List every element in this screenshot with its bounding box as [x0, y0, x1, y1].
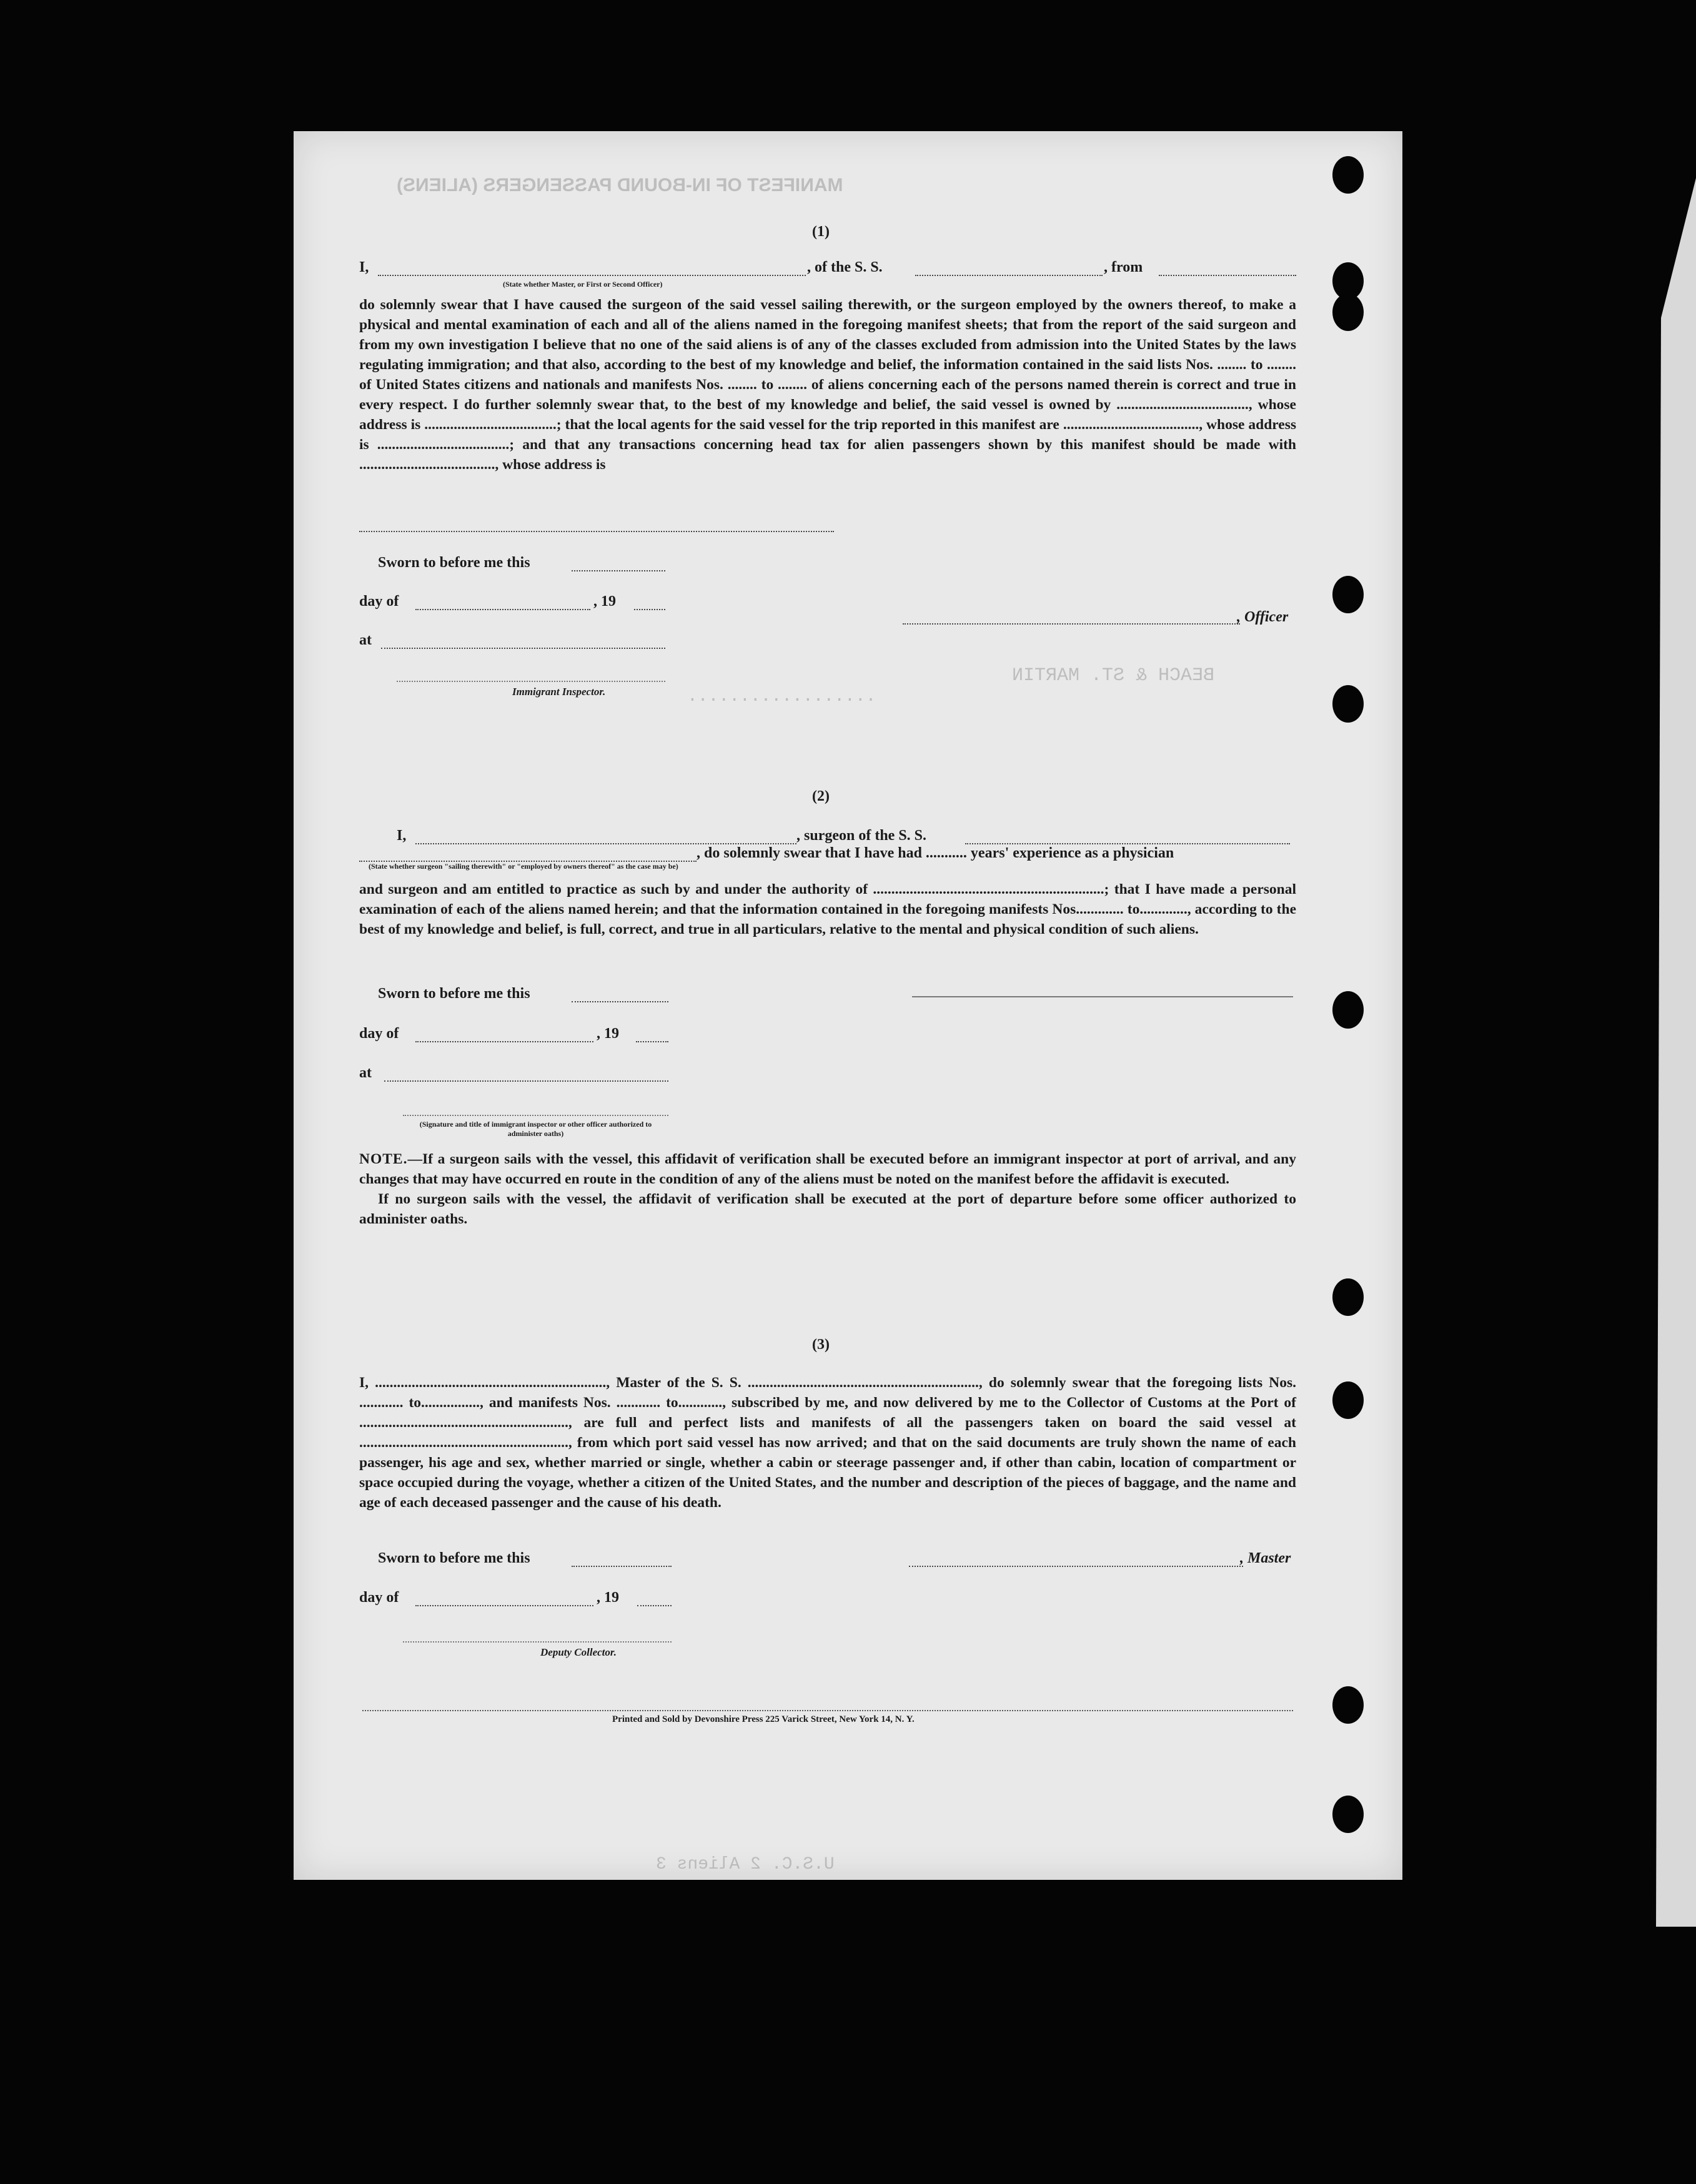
s2-surgeon-field [415, 831, 796, 844]
s1-officer-field [378, 262, 806, 276]
punch-hole [1332, 1686, 1364, 1724]
s3-sworn-field [572, 1553, 672, 1567]
punch-hole [1332, 576, 1364, 613]
adjacent-page-edge [1646, 178, 1696, 1927]
s3-deputy-line [403, 1641, 672, 1643]
section-3-number: (3) [812, 1337, 830, 1353]
s2-sworn-field [572, 989, 668, 1002]
punch-hole [1332, 1796, 1364, 1833]
footer-rule [362, 1710, 1293, 1711]
s2-note-label: NOTE. [359, 1151, 408, 1167]
s1-officer-note: (State whether Master, or First or Second Officer) [503, 280, 663, 289]
manifest-form-page [294, 131, 1402, 1880]
section-2-number: (2) [812, 788, 830, 804]
s1-vessel-field [915, 262, 1103, 276]
s1-at-field [381, 635, 665, 649]
s1-day-field [415, 596, 590, 610]
bleed-stamp-text: BEACH & ST. MARTIN [1012, 665, 1215, 686]
s1-sworn: Sworn to before me this [378, 555, 530, 571]
s1-address-field [359, 518, 834, 532]
s2-line2: , do solemnly swear that I have had ........... years' experience as a physician [697, 845, 1174, 861]
s2-at: at [359, 1065, 372, 1081]
s2-year-field [636, 1029, 668, 1042]
s2-sworn: Sworn to before me this [378, 986, 530, 1002]
s2-at-field [384, 1068, 668, 1082]
s1-oath-body: do solemnly swear that I have caused the surgeon of the said vessel sailing therewith, or the surgeon employed by the owners thereof, to make a physical and mental examination of each and all of the aliens named in the foregoing manifest sheets; that from the report of the said surgeon and from my own investigation I believe that no one of the said aliens is of any of the classes excluded from admission into the United States by the laws regulating immigration; and that also, according to the best of my knowledge and belief, the information contained in the said lists Nos. ........ to ........ of United States citizens and nationals and manifests Nos. ........ to ........ of aliens concerning each of the persons named therein is correct and true in every respect. I do further solemnly swear that, to the best of my knowledge and belief, the said vessel is owned by ...................................., whose address is ....................................; that the local agents for the said vessel for the trip reported in this manifest are ....................................., whose address is ....................................; and that any transactions concerning head tax for alien passengers shown by this manifest should be made with ....................................., whose address is [359, 297, 1296, 473]
s1-sworn-field [572, 558, 665, 571]
s2-line1-ss: , surgeon of the S. S. [796, 828, 927, 844]
s1-day-of: day of [359, 593, 399, 610]
s1-inspector-line [397, 681, 665, 682]
s2-inspector-line [403, 1115, 668, 1116]
bleed-bottom-text: U.S.C. 2 Aliens 3 [656, 1855, 835, 1874]
punch-hole [1332, 991, 1364, 1029]
s2-signature-note: (Signature and title of immigrant inspector or other officer authorized to administer oaths) [419, 1120, 652, 1138]
s1-officer-sign-line [903, 611, 1240, 625]
s1-line1-i: I, [359, 259, 369, 275]
s2-vessel-field [965, 831, 1290, 844]
punch-hole [1332, 1381, 1364, 1419]
bleed-header-text: MANIFEST OF IN-BOUND PASSENGERS (ALIENS) [397, 175, 843, 195]
printer-footer: Printed and Sold by Devonshire Press 225 Varick Street, New York 14, N. Y. [612, 1714, 915, 1724]
punch-hole [1332, 1278, 1364, 1316]
s3-deputy-caption: Deputy Collector. [540, 1646, 617, 1658]
s3-year-field [637, 1593, 672, 1606]
s2-note-text: —If a surgeon sails with the vessel, this affidavit of verification shall be executed before an immigrant inspector at port of arrival, and any changes that may have occurred en route in the condition of any of the aliens must be noted on the manifest before the affidavit is executed. [359, 1151, 1296, 1187]
punch-hole [1332, 294, 1364, 331]
s1-officer: , Officer [1237, 609, 1289, 625]
s3-sworn: Sworn to before me this [378, 1550, 530, 1566]
s2-oath-body: and surgeon and am entitled to practice as such by and under the authority of ...............................................................; that I have made a personal examination of each of the aliens named herein; and that the information contained in the foregoing manifests Nos............. to............., according to the best of my knowledge and belief, is full, correct, and true in all particulars, relative to the mental and physical condition of such aliens. [359, 881, 1296, 937]
s3-master-sign-line [909, 1553, 1243, 1567]
s3-year: , 19 [597, 1589, 619, 1606]
s1-year: , 19 [593, 593, 616, 610]
s1-from-field [1159, 262, 1296, 276]
s2-day-of: day of [359, 1025, 399, 1042]
punch-hole [1332, 156, 1364, 194]
s1-inspector-caption: Immigrant Inspector. [512, 686, 606, 698]
s3-oath-body: I, ..............................................................., Master of the S. S. ..............................................................., do solemnly swear that the foregoing lists Nos. ............ to................, and manifests Nos. ............ to............, subscribed by me, and now delivered by me to the Collector of Customs at the Port of ........................................................., are full and perfect lists and manifests of all the passengers taken on board the said vessel at ........................................................., from which port said vessel has now arrived; and that on the said documents are truly shown the name of each passenger, his age and sex, whether married or single, whether a cabin or steerage passenger and, if other than cabin, location of compartment or space occupied during the voyage, whether a citizen of the United States, and the number and description of the pieces of baggage, and the name and age of each deceased passenger and the cause of his death. [359, 1375, 1296, 1511]
s2-status-note: (State whether surgeon "sailing therewith" or "employed by owners thereof" as the case may be) [369, 862, 678, 871]
s1-line1-from: , from [1104, 259, 1143, 275]
s2-day-field [415, 1029, 593, 1042]
section-1-number: (1) [812, 224, 830, 240]
s1-line1-ss: , of the S. S. [807, 259, 883, 275]
bleed-dotted-line: .................. [687, 687, 876, 706]
punch-hole [1332, 685, 1364, 723]
s2-note-text-2: If no surgeon sails with the vessel, the affidavit of verification shall be executed at the port of departure before some officer authorized to administer oaths. [359, 1191, 1296, 1227]
s3-master: , Master [1240, 1550, 1291, 1566]
s2-year: , 19 [597, 1025, 619, 1042]
s3-day-of: day of [359, 1589, 399, 1606]
s2-surgeon-sign-line [912, 996, 1293, 997]
s1-at: at [359, 632, 372, 648]
s3-day-field [415, 1593, 593, 1606]
s2-line1-i: I, [397, 828, 407, 844]
s2-status-field [359, 848, 697, 862]
s1-year-field [634, 596, 665, 610]
s2-note-paragraph [359, 1149, 1296, 1189]
